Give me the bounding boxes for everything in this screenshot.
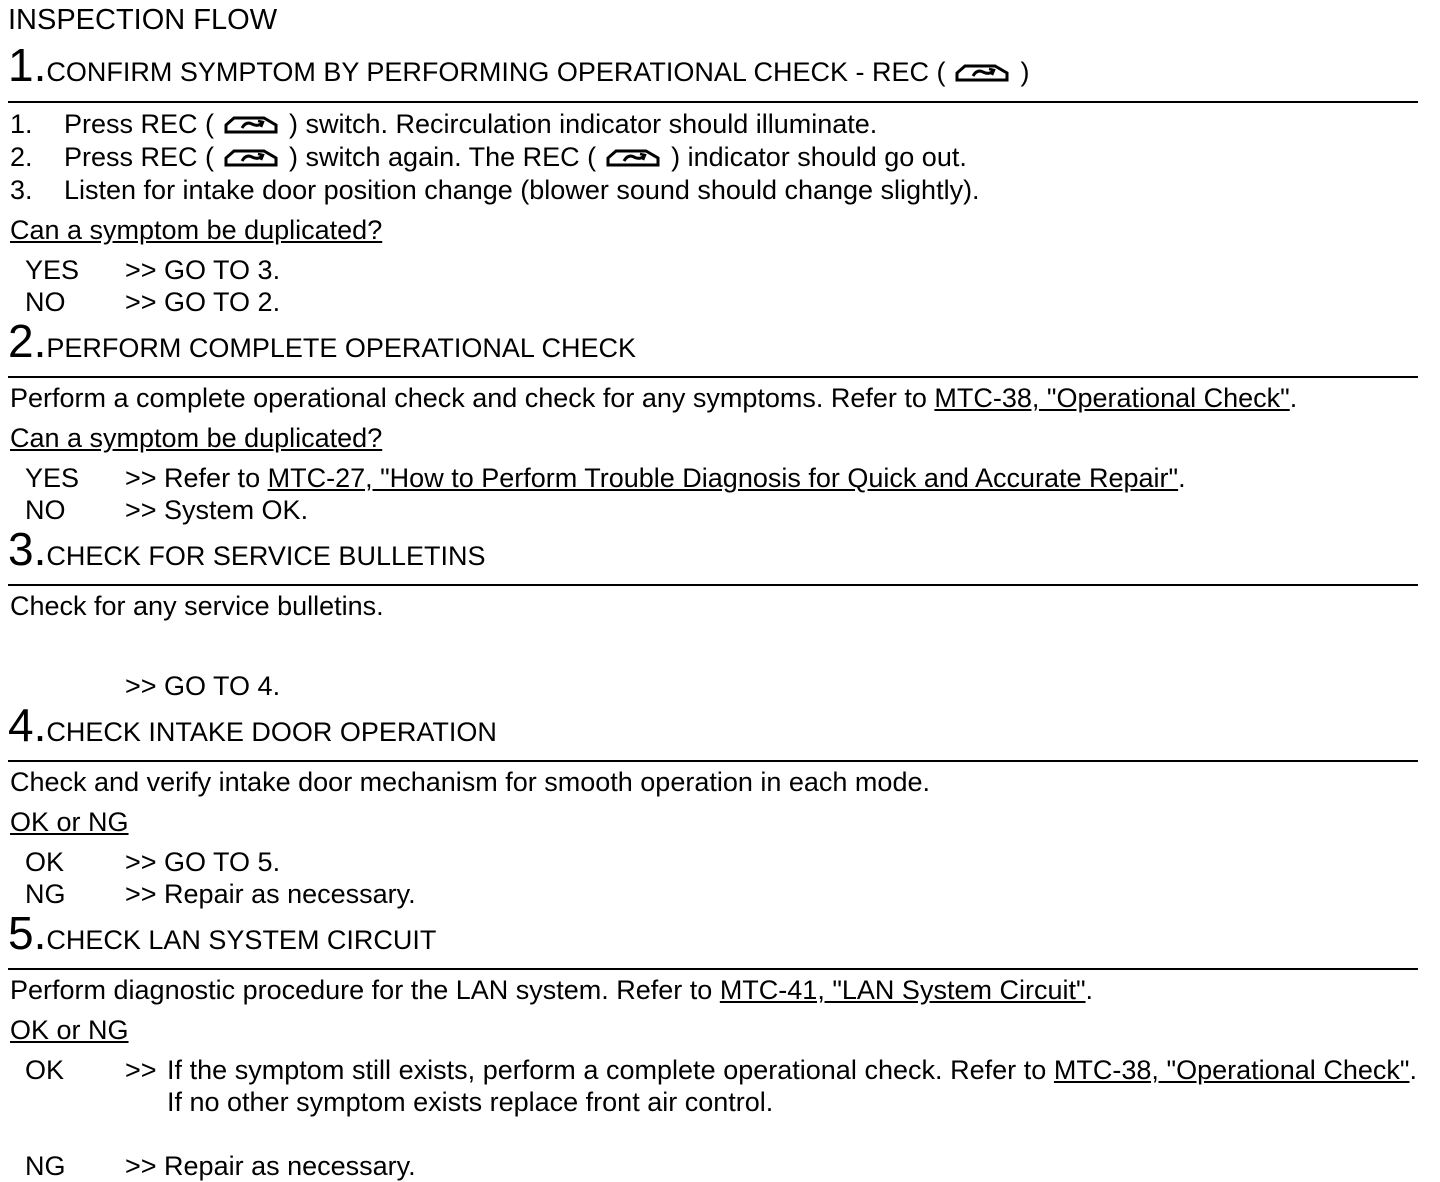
recirculation-car-icon (953, 60, 1013, 84)
step-title: CONFIRM SYMPTOM BY PERFORMING OPERATIONAL CHECK - REC ( ) (46, 57, 1030, 87)
step-5-body: Perform diagnostic procedure for the LAN system. Refer to MTC-41, "LAN System Circuit". (10, 975, 1094, 1005)
step-2-body: Perform a complete operational check and check for any symptoms. Refer to MTC-38, "Operational Check". (10, 383, 1298, 413)
step-title: CHECK INTAKE DOOR OPERATION (46, 717, 497, 747)
step-1-question: Can a symptom be duplicated? (10, 215, 383, 245)
step-3-body: Check for any service bulletins. (10, 591, 384, 621)
recirculation-car-icon (222, 112, 282, 136)
section-divider (8, 760, 1418, 762)
step-number: 1. (8, 39, 47, 91)
step-5-header (8, 907, 1418, 959)
link-mtc-27-trouble-diagnosis[interactable]: MTC-27, "How to Perform Trouble Diagnosis for Quick and Accurate Repair" (267, 463, 1179, 493)
section-divider (8, 376, 1418, 378)
answer-no: NO >> System OK. (25, 495, 309, 525)
link-mtc-41-lan-system-circuit[interactable]: MTC-41, "LAN System Circuit" (719, 975, 1086, 1005)
step-number: 3. (8, 523, 47, 575)
step-title: CHECK FOR SERVICE BULLETINS (46, 541, 486, 571)
step-number: 4. (8, 699, 47, 751)
recirculation-car-icon (604, 145, 664, 169)
answer-no: NO >> GO TO 2. (25, 287, 281, 317)
step-1-item-3: 3. Listen for intake door position change (blower sound should change slightly). (10, 175, 980, 205)
answer-yes: YES >> Refer to MTC-27, "How to Perform Trouble Diagnosis for Quick and Accurate Repair". (25, 463, 1186, 493)
answer-next: >> GO TO 4. (125, 671, 281, 701)
step-2-question: Can a symptom be duplicated? (10, 423, 383, 453)
step-4-body: Check and verify intake door mechanism for smooth operation in each mode. (10, 767, 930, 797)
link-mtc-38-operational-check[interactable]: MTC-38, "Operational Check" (934, 383, 1290, 413)
answer-ok: OK >> If the symptom still exists, perform a complete operational check. Refer to MTC-38, "Operational Check". If no other symptom exists replace front air control. (25, 1055, 1417, 1117)
answer-yes: YES >> GO TO 3. (25, 255, 281, 285)
answer-ok: OK >> GO TO 5. (25, 847, 281, 877)
section-divider (8, 584, 1418, 586)
answer-ng: NG >> Repair as necessary. (25, 879, 416, 909)
page-title: INSPECTION FLOW (8, 4, 278, 36)
recirculation-car-icon (222, 145, 282, 169)
step-4-header (8, 699, 1418, 751)
step-title: PERFORM COMPLETE OPERATIONAL CHECK (46, 333, 636, 363)
step-title: CHECK LAN SYSTEM CIRCUIT (46, 925, 437, 955)
step-4-question: OK or NG (10, 807, 129, 837)
section-divider (8, 101, 1418, 103)
step-1-item-2: 2. Press REC ( ) switch again. The REC ( ) indicator should go out. (10, 142, 967, 172)
step-2-header (8, 315, 1418, 367)
step-5-question: OK or NG (10, 1015, 129, 1045)
step-3-header (8, 523, 1418, 575)
step-number: 5. (8, 907, 47, 959)
link-mtc-38-operational-check[interactable]: MTC-38, "Operational Check" (1053, 1055, 1410, 1085)
step-1-header (8, 39, 1418, 91)
section-divider (8, 968, 1418, 970)
answer-ng: NG >> Repair as necessary. (25, 1151, 416, 1181)
step-number: 2. (8, 315, 47, 367)
step-1-item-1: 1. Press REC ( ) switch. Recirculation indicator should illuminate. (10, 109, 878, 139)
